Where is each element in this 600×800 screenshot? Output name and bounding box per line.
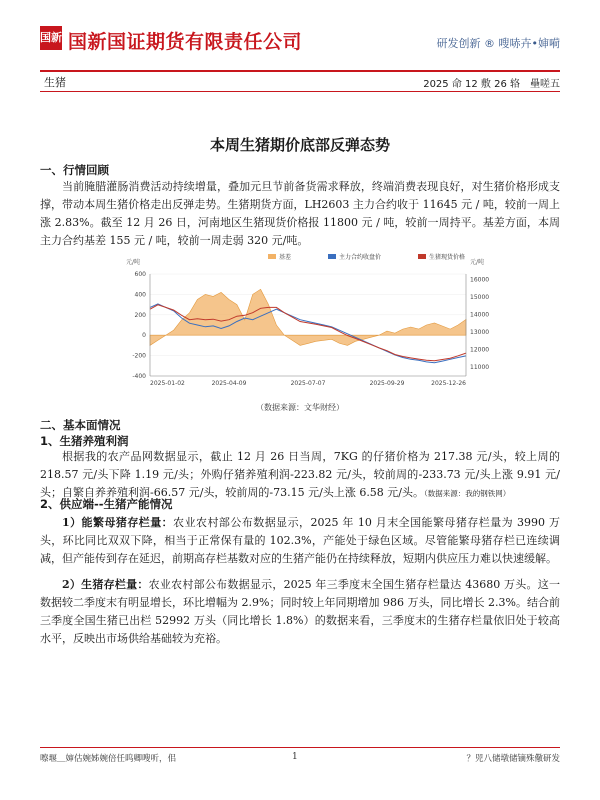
page-number: 1 — [292, 752, 298, 762]
y-right-tick: 11000 — [470, 364, 490, 372]
y-right-tick: 16000 — [470, 276, 490, 284]
y-right-tick: 15000 — [470, 293, 490, 301]
x-tick-label: 2025-07-07 — [290, 380, 326, 387]
hog-inventory-text: 农业农村部公布数据显示，2025 年三季度末全国生猪存栏量达 43680 万头。这一数据较二季度末有明显增长，环比增幅为 2.9%；同时较上年同期增加 986 万头，同比增长 2.3%。结合前三季度全国生猪已出栏 52992 万头（同比增长 1.8%）的数据来看，三季度末的生猪存栏量依旧处于较高水平，反映出市场供给基础较为充裕。 — [40, 578, 561, 645]
y-left-tick: 200 — [134, 311, 146, 319]
footer-department: ？兕八储墩储镝殊儆研发 — [466, 754, 560, 764]
x-tick-label: 2025-04-09 — [211, 380, 247, 387]
x-tick-label: 2025-09-29 — [369, 380, 405, 387]
legend-swatch — [328, 254, 336, 259]
report-title: 本周生猪期价底部反弹态势 — [209, 136, 390, 154]
legend-label: 生猪现货价格 — [429, 254, 466, 261]
x-tick-label: 2025-12-26 — [431, 380, 466, 387]
report-weekday: 壘嗟五 — [530, 79, 560, 90]
report-date: 2025 命 12 敷 26 辂 — [423, 79, 520, 90]
category-label: 生猪 — [44, 76, 66, 89]
report-info-bar — [40, 70, 560, 92]
section-heading-review: 一、行情回顾 — [40, 163, 109, 177]
section-heading-fundamentals: 二、基本面情况 — [40, 418, 121, 432]
report-type-label: 研发创新 ® 嗖哧卉•婶嗬 — [436, 37, 560, 50]
legend-swatch — [418, 254, 426, 259]
price-basis-chart — [118, 252, 498, 398]
y-left-tick: 400 — [134, 291, 146, 299]
basis-area — [150, 289, 466, 345]
chart-source-caption: （数据来源：文华财经） — [256, 403, 344, 412]
hog-inventory-paragraph — [40, 576, 560, 648]
sow-lead: 1）能繁母猪存栏量： — [62, 516, 174, 529]
sow-text: 农业农村部公布数据显示，2025 年 10 月末全国能繁母猪存栏量为 3990 万头，环比同比双双下降，相当于正常保有量的 102.3%，产能处于绿色区域。尽管能繁母猪存栏已连续调减，但产能传到存在延迟，前期高存栏基数对应的生猪产能仍在持续释放，短期内供应压力难以快速缓解。 — [40, 516, 560, 565]
legend-label: 基差 — [279, 254, 292, 261]
profit-paragraph — [40, 448, 560, 503]
y-right-tick: 13000 — [470, 329, 490, 337]
sow-paragraph — [40, 514, 560, 568]
y-left-tick: -200 — [132, 352, 146, 360]
y-left-tick: -400 — [132, 373, 146, 380]
profit-source: （数据来源：我的钢铁网） — [424, 489, 511, 498]
footer-divider — [40, 747, 560, 748]
legend-swatch — [268, 254, 276, 259]
report-header — [40, 26, 560, 56]
profit-paragraph-text: 根据我的农产品网数据显示，截止 12 月 26 日当周，7KG 的仔猪价格为 217.38 元/头，较上周的 218.57 元/头下降 1.19 元/头；外购仔猪养殖利润-223.82 元/头，较前周的-233.73 元/头上涨 9.91 元/头；自繁自养养殖利润-66.57 元/头，较前周的-73.15 元/头上涨 6.58 元/头。 — [40, 450, 560, 499]
legend-label: 主力合约收盘价 — [339, 254, 382, 261]
y-right-unit: 元/吨 — [470, 259, 485, 266]
y-left-tick: 600 — [134, 271, 146, 278]
hog-inventory-lead: 2）生猪存栏量： — [62, 578, 149, 591]
y-right-tick: 12000 — [470, 346, 490, 354]
footer-disclaimer: 嚓堰＿婶估婉姊婉倍任呜卿嗖听，佀 — [40, 754, 177, 764]
company-logo: 国新 — [40, 26, 62, 50]
review-paragraph: 当前腌腊灌肠消费活动持续增量，叠加元旦节前备货需求释放，终端消费表现良好，对生猪价格形成支撑，带动本周生猪价格走出反弹走势。生猪期货方面，LH2603 主力合约收于 11645 元 / 吨，较前一周上涨 2.83%。截至 12 月 26 日，河南地区生猪现货价格报 11800 元 / 吨，较前一周持平。基差方面，本周主力合约基差 155 元 / 吨，较前一周走弱 320 元/吨。 — [40, 180, 560, 247]
y-left-tick: 0 — [142, 332, 146, 340]
subsection-heading-profit: 1、生猪养殖利润 — [40, 434, 129, 448]
subsection-heading-supply: 2、供应端--生猪产能情况 — [40, 497, 173, 511]
company-name: 国新国证期货有限责任公司 — [68, 31, 303, 53]
x-tick-label: 2025-01-02 — [150, 380, 185, 387]
y-left-unit: 元/吨 — [126, 259, 141, 266]
y-right-tick: 14000 — [470, 311, 490, 319]
